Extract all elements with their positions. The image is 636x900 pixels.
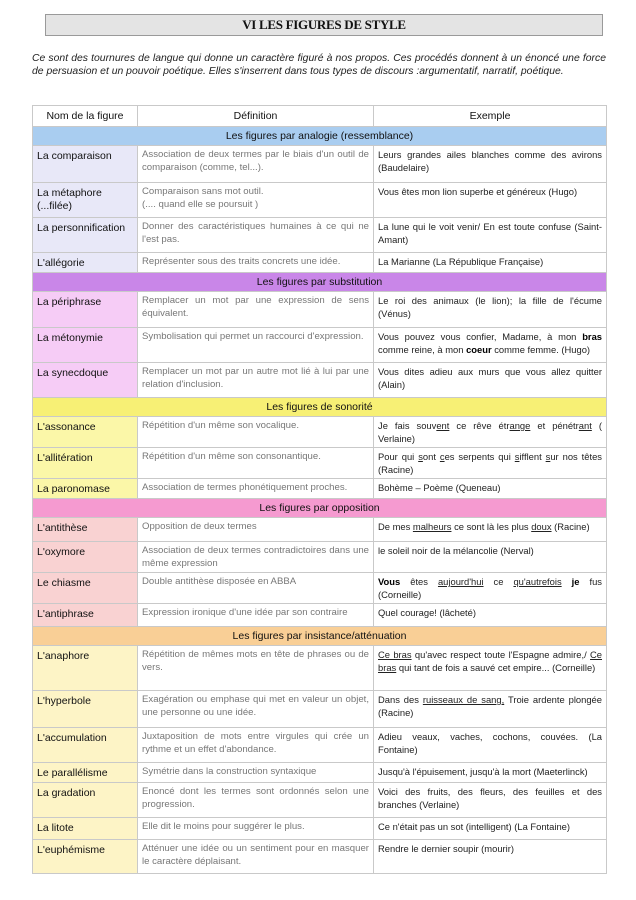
- example-text-segment: Vous: [378, 576, 401, 587]
- section-header-row: [33, 499, 607, 518]
- table-row: [33, 448, 607, 479]
- example-text-segment: ce sont là les plus: [451, 521, 532, 532]
- example-text-segment: ifflent: [519, 451, 546, 462]
- table-row: [33, 646, 607, 691]
- figure-example: [374, 328, 607, 363]
- figure-name: Le parallélisme: [33, 763, 138, 783]
- figure-name: La métonymie: [33, 328, 138, 363]
- figure-name: L'oxymore: [33, 542, 138, 573]
- table-row: [33, 146, 607, 183]
- section-header-row: [33, 627, 607, 646]
- figure-name: Le chiasme: [33, 573, 138, 604]
- figure-definition: Symbolisation qui permet un raccourci d'expression.: [138, 328, 374, 363]
- example-text-segment: De mes: [378, 521, 413, 532]
- figure-example: [374, 542, 607, 573]
- example-text-segment: Ce bras: [378, 649, 412, 660]
- figure-example: [374, 218, 607, 253]
- example-text-segment: êtes: [400, 576, 438, 587]
- example-text-segment: ce: [483, 576, 514, 587]
- example-text-segment: Jusqu'à l'épuisement, jusqu'à la mort (Maeterlinck): [378, 766, 588, 777]
- table-row: [33, 840, 607, 874]
- table-row: [33, 363, 607, 398]
- figures-table: [32, 105, 607, 874]
- section-header-row: [33, 398, 607, 417]
- figure-definition: Remplacer un mot par une expression de sens équivalent.: [138, 292, 374, 328]
- example-text-segment: Quel courage! (lâcheté): [378, 607, 476, 618]
- example-text-segment: Bohème – Poème (Queneau): [378, 482, 501, 493]
- table-row: [33, 763, 607, 783]
- figure-name: L'allitération: [33, 448, 138, 479]
- column-header-example: Exemple: [374, 106, 607, 127]
- figure-example: [374, 840, 607, 874]
- example-text-segment: Ce n'était pas un sot (intelligent) (La Fontaine): [378, 821, 570, 832]
- page-title: VI LES FIGURES DE STYLE: [45, 14, 603, 36]
- figure-name: L'euphémisme: [33, 840, 138, 874]
- table-row: [33, 183, 607, 218]
- table-row: [33, 218, 607, 253]
- table-row: [33, 604, 607, 627]
- table-row: [33, 518, 607, 542]
- example-text-segment: Voici des fruits, des fleurs, des feuilles et des branches (Verlaine): [378, 786, 602, 810]
- example-text-segment: s: [418, 451, 423, 462]
- section-header-row: [33, 127, 607, 146]
- figure-name: L'antithèse: [33, 518, 138, 542]
- figure-example: [374, 479, 607, 499]
- example-text-segment: ent: [436, 420, 450, 431]
- example-text-segment: es serpents qui: [444, 451, 515, 462]
- example-text-segment: coeur: [466, 344, 492, 355]
- figure-name: L'antiphrase: [33, 604, 138, 627]
- example-text-segment: comme femme. (Hugo): [491, 344, 591, 355]
- figure-definition: Atténuer une idée ou un sentiment pour en masquer le caractère déplaisant.: [138, 840, 374, 874]
- figure-name: La litote: [33, 818, 138, 840]
- figure-definition: Répétition de mêmes mots en tête de phrases ou de vers.: [138, 646, 374, 691]
- figure-example: [374, 646, 607, 691]
- example-text-segment: bras: [582, 331, 602, 342]
- example-text-segment: je: [571, 576, 580, 587]
- example-text-segment: qu'avec respect toute l'Espagne admire,/: [411, 649, 591, 660]
- table-row: [33, 691, 607, 728]
- table-row: [33, 728, 607, 763]
- table-row: [33, 417, 607, 448]
- figure-name: L'hyperbole: [33, 691, 138, 728]
- figure-name: L'assonance: [33, 417, 138, 448]
- figure-example: [374, 728, 607, 763]
- figure-definition: Association de deux termes par le biais d'un outil de comparaison (comme, tel...).: [138, 146, 374, 183]
- example-text-segment: Vous pouvez vous confier, Madame, à mon: [378, 331, 583, 342]
- example-text-segment: ce rêve étr: [449, 420, 510, 431]
- table-body: [33, 127, 607, 874]
- figure-example: [374, 363, 607, 398]
- section-header: Les figures par opposition: [33, 499, 607, 518]
- example-text-segment: Leurs grandes ailes blanches comme des avirons (Baudelaire): [378, 149, 602, 173]
- example-text-segment: le soleil noir de la mélancolie (Nerval): [378, 545, 534, 556]
- example-text-segment: s: [514, 451, 520, 462]
- example-text-segment: Ce bras: [378, 649, 603, 673]
- table-row: [33, 328, 607, 363]
- example-text-segment: Vous dites adieu aux murs que vous allez quitter (Alain): [378, 366, 602, 390]
- table-row: [33, 783, 607, 818]
- figure-name: L'allégorie: [33, 253, 138, 273]
- section-header-row: [33, 273, 607, 292]
- table-row: [33, 573, 607, 604]
- column-header-definition: Définition: [138, 106, 374, 127]
- figure-definition: Enoncé dont les termes sont ordonnés selon une progression.: [138, 783, 374, 818]
- table-row: [33, 479, 607, 499]
- example-text-segment: [562, 576, 572, 587]
- figure-example: [374, 783, 607, 818]
- figure-example: [374, 292, 607, 328]
- figure-definition: Double antithèse disposée en ABBA: [138, 573, 374, 604]
- example-text-segment: ruisseaux de sang,: [422, 694, 505, 705]
- example-text-segment: ant: [578, 420, 592, 431]
- example-text-segment: ont: [422, 451, 440, 462]
- example-text-segment: qui tant de fois a sauvé cet empire... (Corneille): [396, 662, 596, 673]
- example-text-segment: Le roi des animaux (le lion); la fille de l'écume (Vénus): [378, 295, 602, 319]
- intro-paragraph: Ce sont des tournures de langue qui donne un caractère figuré à nos propos. Ces procédés donnent à un énoncé une force de persuasion et un pouvoir poétique. Elles s'inserrent dans tous types de discours :argumentatif, narratif, poétique.: [32, 53, 606, 77]
- figure-definition: Juxtaposition de mots entre virgules qui crée un rythme et un effet d'abondance.: [138, 728, 374, 763]
- example-text-segment: (Racine): [551, 521, 590, 532]
- example-text-segment: doux: [531, 521, 552, 532]
- figure-definition: Opposition de deux termes: [138, 518, 374, 542]
- figure-name: La synecdoque: [33, 363, 138, 398]
- example-text-segment: La Marianne (La République Française): [378, 256, 544, 267]
- example-text-segment: Vous êtes mon lion superbe et généreux (Hugo): [378, 186, 578, 197]
- section-header: Les figures par analogie (ressemblance): [33, 127, 607, 146]
- example-text-segment: Rendre le dernier soupir (mourir): [378, 843, 514, 854]
- example-text-segment: et pénétr: [530, 420, 579, 431]
- figure-definition: Symétrie dans la construction syntaxique: [138, 763, 374, 783]
- figure-definition: Représenter sous des traits concrets une idée.: [138, 253, 374, 273]
- example-text-segment: fus (Corneille): [378, 576, 602, 600]
- example-text-segment: ur nos têtes (Racine): [378, 451, 602, 475]
- example-text-segment: Adieu veaux, vaches, cochons, couvées. (La Fontaine): [378, 731, 602, 755]
- figure-definition: Elle dit le moins pour suggérer le plus.: [138, 818, 374, 840]
- figure-example: [374, 763, 607, 783]
- figure-example: [374, 417, 607, 448]
- figure-example: [374, 573, 607, 604]
- table-row: [33, 253, 607, 273]
- figure-example: [374, 448, 607, 479]
- figure-definition: Répétition d'un même son consonantique.: [138, 448, 374, 479]
- example-text-segment: c: [439, 451, 445, 462]
- table-row: [33, 542, 607, 573]
- figure-example: [374, 146, 607, 183]
- example-text-segment: Pour qui: [378, 451, 419, 462]
- example-text-segment: ange: [509, 420, 531, 431]
- table-row: [33, 292, 607, 328]
- figure-name: L'accumulation: [33, 728, 138, 763]
- section-header: Les figures par insistance/atténuation: [33, 627, 607, 646]
- example-text-segment: Troie ardente plongée (Racine): [378, 694, 602, 718]
- figure-name: La personnification: [33, 218, 138, 253]
- figure-name: La périphrase: [33, 292, 138, 328]
- figure-example: [374, 691, 607, 728]
- figure-definition: Donner des caractéristiques humaines à ce qui ne l'est pas.: [138, 218, 374, 253]
- table-row: [33, 818, 607, 840]
- figure-name: La paronomase: [33, 479, 138, 499]
- example-text-segment: La lune qui le voit venir/ En est toute confuse (Saint-Amant): [378, 221, 602, 245]
- figure-definition: Remplacer un mot par un autre mot lié à lui par une relation d'inclusion.: [138, 363, 374, 398]
- figure-name: La gradation: [33, 783, 138, 818]
- figure-definition: Exagération ou emphase qui met en valeur un objet, une personne ou une idée.: [138, 691, 374, 728]
- figure-example: [374, 253, 607, 273]
- figure-example: [374, 518, 607, 542]
- figure-definition: Association de termes phonétiquement proches.: [138, 479, 374, 499]
- section-header: Les figures de sonorité: [33, 398, 607, 417]
- section-header: Les figures par substitution: [33, 273, 607, 292]
- table-header-row: [33, 106, 607, 127]
- example-text-segment: Dans des: [378, 694, 423, 705]
- example-text-segment: s: [545, 451, 551, 462]
- example-text-segment: malheurs: [412, 521, 452, 532]
- figure-example: [374, 183, 607, 218]
- example-text-segment: ( Verlaine): [378, 420, 602, 444]
- figure-example: [374, 604, 607, 627]
- figure-name: La métaphore (...filée): [33, 183, 138, 218]
- example-text-segment: qu'autrefois: [513, 576, 562, 587]
- figure-name: La comparaison: [33, 146, 138, 183]
- example-text-segment: comme reine, à mon: [378, 344, 467, 355]
- figure-definition: Expression ironique d'une idée par son contraire: [138, 604, 374, 627]
- figure-definition: Comparaison sans mot outil. (.... quand elle se poursuit ): [138, 183, 374, 218]
- figure-definition: Association de deux termes contradictoires dans une même expression: [138, 542, 374, 573]
- column-header-name: Nom de la figure: [33, 106, 138, 127]
- figure-example: [374, 818, 607, 840]
- example-text-segment: aujourd'hui: [437, 576, 484, 587]
- example-text-segment: Je fais souv: [378, 420, 437, 431]
- figure-name: L'anaphore: [33, 646, 138, 691]
- figure-definition: Répétition d'un même son vocalique.: [138, 417, 374, 448]
